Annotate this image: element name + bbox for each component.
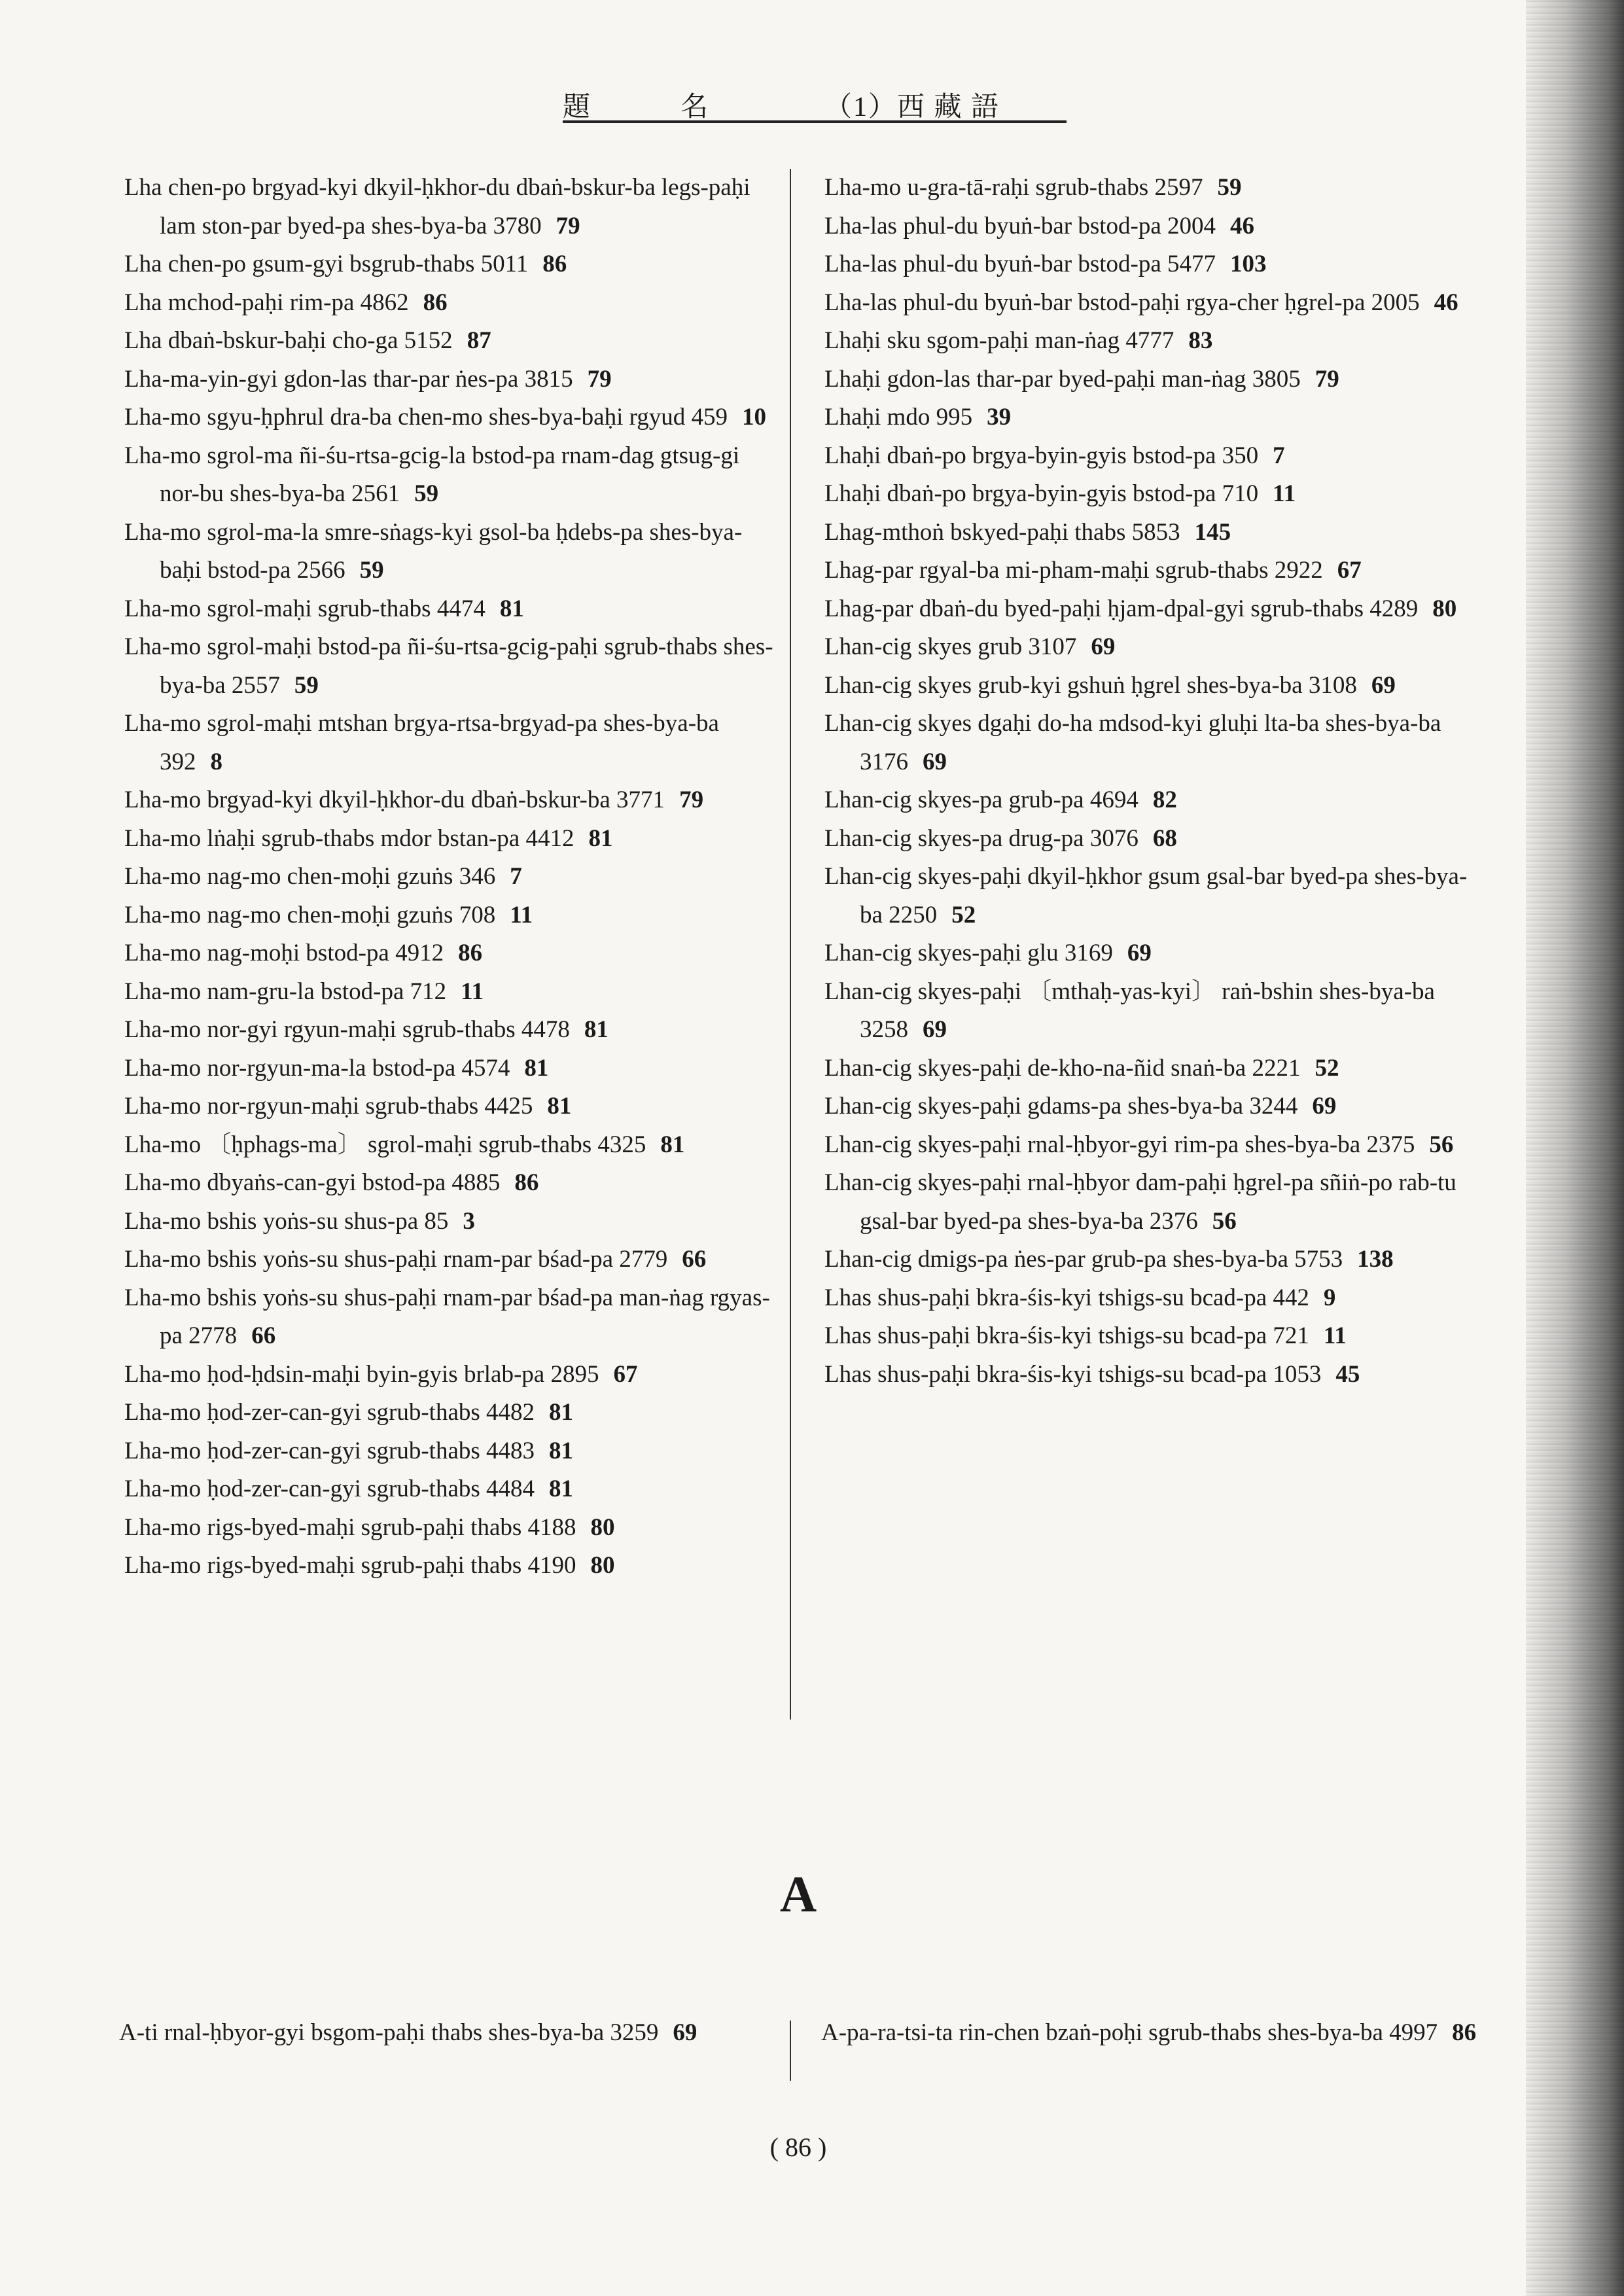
index-entry [824, 667, 1485, 705]
entry-page: 138 [1357, 1246, 1394, 1273]
column-divider-a [790, 2021, 791, 2081]
index-entry [124, 245, 779, 284]
entry-page: 52 [1315, 1054, 1339, 1082]
index-entry [124, 973, 779, 1012]
entry-page: 11 [461, 978, 484, 1005]
entry-title: Lha-ma-yin-gyi gdon-las thar-par ṅes-pa 3815 [124, 365, 573, 393]
entry-title: Lha-mo 〔ḥphags-ma〕 sgrol-maḥi sgrub-thabs 4325 [124, 1131, 646, 1158]
entry-title: Lha-mo ḥod-zer-can-gyi sgrub-thabs 4484 [124, 1475, 535, 1502]
index-entry [824, 1241, 1485, 1279]
index-column-left-a [119, 2014, 760, 2053]
entry-page: 81 [588, 824, 613, 852]
index-entry [824, 1087, 1485, 1126]
index-entry [824, 1050, 1485, 1088]
index-entry [124, 1356, 779, 1394]
index-entry [124, 590, 779, 629]
entry-page: 11 [1273, 480, 1296, 507]
index-entry [824, 628, 1485, 667]
entry-title: Lha-mo sgrol-ma ñi-śu-rtsa-gcig-la bstod-pa rnam-dag gtsug-gi nor-bu shes-bya-ba 2561 [124, 442, 740, 507]
index-entry [124, 1203, 779, 1241]
index-entry [824, 322, 1485, 361]
index-entry [824, 934, 1485, 973]
entry-title: Lha-mo rigs-byed-maḥi sgrub-paḥi thabs 4188 [124, 1513, 576, 1541]
index-entry [824, 1356, 1485, 1394]
entry-title: Lhag-mthoṅ bskyed-paḥi thabs 5853 [824, 518, 1180, 546]
entry-title: Lha-las phul-du byuṅ-bar bstod-paḥi rgya-cher ḥgrel-pa 2005 [824, 289, 1420, 316]
index-entry [124, 628, 779, 705]
entry-page: 11 [1323, 1322, 1347, 1349]
entry-title: Lhan-cig skyes-paḥi gdams-pa shes-bya-ba 3244 [824, 1093, 1298, 1120]
index-entry [124, 1547, 779, 1585]
entry-title: Lha-mo nor-rgyun-ma-la bstod-pa 4574 [124, 1054, 510, 1082]
entry-title: Lha-mo sgrol-ma-la smre-sṅags-kyi gsol-ba ḥdebs-pa shes-bya-baḥi bstod-pa 2566 [124, 518, 743, 584]
entry-page: 56 [1429, 1131, 1454, 1158]
index-entry [124, 361, 779, 399]
entry-title: Lha-mo bshis yoṅs-su shus-pa 85 [124, 1207, 449, 1235]
scan-edge-shadow [1526, 0, 1624, 2296]
entry-title: Lha-mo lṅaḥi sgrub-thabs mdor bstan-pa 4412 [124, 824, 574, 852]
entry-title: Lhaḥi sku sgom-paḥi man-ṅag 4777 [824, 327, 1174, 354]
entry-title: Lha-mo nag-mo chen-moḥi gzuṅs 346 [124, 863, 496, 890]
entry-page: 103 [1230, 251, 1267, 277]
entry-page: 52 [951, 901, 976, 928]
entry-page: 81 [524, 1054, 549, 1082]
entry-page: 69 [1127, 940, 1152, 966]
entry-title: Lha-mo nor-gyi rgyun-maḥi sgrub-thabs 4478 [124, 1016, 570, 1043]
index-entry [824, 552, 1485, 590]
page-number: ( 86 ) [769, 2132, 827, 2162]
entry-title: Lha-mo nor-rgyun-maḥi sgrub-thabs 4425 [124, 1093, 533, 1120]
entry-title: Lhag-par dbaṅ-du byed-paḥi ḥjam-dpal-gyi sgrub-thabs 4289 [824, 595, 1419, 622]
entry-title: Lhas shus-paḥi bkra-śis-kyi tshigs-su bcad-pa 1053 [824, 1360, 1322, 1388]
entry-page: 11 [510, 901, 533, 928]
index-entry [824, 398, 1485, 437]
index-entry [124, 1011, 779, 1050]
index-entry [124, 1470, 779, 1509]
entry-page: 86 [514, 1169, 539, 1196]
index-entry [124, 1509, 779, 1547]
entry-title: Lha-mo nag-mo chen-moḥi gzuṅs 708 [124, 901, 496, 928]
index-column-left [124, 169, 779, 1585]
section-letter: A [779, 1865, 817, 1922]
index-entry [124, 1087, 779, 1126]
entry-title: Lhas shus-paḥi bkra-śis-kyi tshigs-su bcad-pa 442 [824, 1284, 1309, 1311]
index-entry [124, 169, 779, 245]
entry-page: 79 [556, 212, 580, 239]
header-title-left: 題 [563, 92, 592, 122]
entry-page: 83 [1188, 327, 1213, 354]
column-divider [790, 169, 791, 1720]
index-entry [824, 437, 1485, 476]
entry-title: Lhan-cig skyes-pa drug-pa 3076 [824, 824, 1139, 852]
index-entry [824, 475, 1485, 514]
index-entry [124, 1241, 779, 1279]
entry-page: 80 [590, 1552, 615, 1579]
entry-page: 56 [1212, 1207, 1237, 1235]
entry-title: A-ti rnal-ḥbyor-gyi bsgom-paḥi thabs shes-bya-ba 3259 [119, 2019, 659, 2046]
index-entry [824, 207, 1485, 246]
entry-title: Lha-mo sgrol-maḥi mtshan brgya-rtsa-brgyad-pa shes-bya-ba 392 [124, 710, 719, 775]
entry-page: 79 [679, 786, 704, 813]
entry-title: Lha-mo nam-gru-la bstod-pa 712 [124, 978, 447, 1005]
index-entry [824, 781, 1485, 820]
entry-title: Lhan-cig skyes dgaḥi do-ha mdsod-kyi gluḥi lta-ba shes-bya-ba 3176 [824, 710, 1441, 775]
index-entry [824, 1126, 1485, 1165]
index-entry [124, 398, 779, 437]
entry-page: 45 [1335, 1360, 1360, 1388]
entry-page: 10 [742, 404, 767, 431]
entry-title: Lha-mo bshis yoṅs-su shus-paḥi rnam-par bśad-pa man-ṅag rgyas-pa 2778 [124, 1284, 770, 1349]
entry-page: 69 [1371, 671, 1396, 699]
entry-title: Lhaḥi dbaṅ-po brgya-byin-gyis bstod-pa 350 [824, 442, 1259, 469]
entry-page: 81 [584, 1016, 609, 1043]
entry-page: 81 [549, 1475, 574, 1502]
entry-title: Lha mchod-paḥi rim-pa 4862 [124, 289, 409, 316]
entry-title: Lhan-cig skyes grub 3107 [824, 633, 1077, 660]
entry-page: 59 [359, 557, 384, 584]
entry-page: 80 [1432, 595, 1457, 622]
entry-title: Lha-mo ḥod-ḥdsin-maḥi byin-gyis brlab-pa 2895 [124, 1360, 599, 1388]
index-entry [824, 858, 1485, 934]
entry-page: 69 [923, 1016, 947, 1043]
index-entry [124, 437, 779, 514]
entry-page: 86 [1452, 2019, 1477, 2046]
index-entry [821, 2014, 1482, 2053]
entry-page: 9 [1323, 1284, 1336, 1311]
entry-title: Lhaḥi mdo 995 [824, 404, 973, 431]
index-entry [124, 820, 779, 858]
index-entry [824, 245, 1485, 284]
index-entry [824, 1317, 1485, 1356]
entry-title: Lhan-cig skyes-paḥi de-kho-na-ñid snaṅ-ba 2221 [824, 1054, 1301, 1082]
index-entry [124, 1432, 779, 1471]
index-entry [824, 590, 1485, 629]
entry-page: 59 [294, 671, 319, 699]
index-entry [824, 1279, 1485, 1318]
index-entry [824, 284, 1485, 323]
entry-page: 66 [682, 1246, 707, 1273]
entry-page: 39 [987, 404, 1012, 431]
index-entry [124, 322, 779, 361]
entry-title: Lha-mo u-gra-tā-raḥi sgrub-thabs 2597 [824, 174, 1203, 201]
index-entry [824, 973, 1485, 1050]
entry-page: 81 [549, 1399, 574, 1426]
index-entry [124, 1164, 779, 1203]
index-column-right-a [821, 2014, 1482, 2053]
entry-page: 68 [1152, 824, 1177, 852]
entry-page: 87 [467, 327, 491, 354]
entry-title: Lhan-cig dmigs-pa ṅes-par grub-pa shes-bya-ba 5753 [824, 1246, 1343, 1273]
index-entry [124, 858, 779, 896]
entry-title: Lhan-cig skyes-paḥi glu 3169 [824, 940, 1113, 966]
index-entry [124, 1394, 779, 1432]
entry-title: Lha-mo brgyad-kyi dkyil-ḥkhor-du dbaṅ-bskur-ba 3771 [124, 786, 665, 813]
entry-page: 79 [1315, 365, 1339, 393]
entry-page: 69 [1091, 633, 1116, 660]
entry-title: A-pa-ra-tsi-ta rin-chen bzaṅ-poḥi sgrub-thabs shes-bya-ba 4997 [821, 2019, 1438, 2046]
entry-page: 7 [510, 863, 522, 890]
header-title-mid: 名 [680, 92, 710, 122]
entry-title: Lha-mo nag-moḥi bstod-pa 4912 [124, 940, 444, 966]
entry-page: 67 [1337, 557, 1362, 584]
entry-page: 69 [673, 2019, 697, 2046]
index-entry [124, 896, 779, 935]
entry-page: 3 [463, 1207, 475, 1235]
entry-title: Lha-mo sgrol-maḥi bstod-pa ñi-śu-rtsa-gcig-paḥi sgrub-thabs shes-bya-ba 2557 [124, 633, 773, 699]
entry-page: 145 [1194, 518, 1231, 546]
index-entry [124, 781, 779, 820]
entry-title: Lha-mo sgrol-maḥi sgrub-thabs 4474 [124, 595, 485, 622]
entry-title: Lhaḥi dbaṅ-po brgya-byin-gyis bstod-pa 710 [824, 480, 1259, 507]
entry-title: Lha dbaṅ-bskur-baḥi cho-ga 5152 [124, 327, 453, 354]
entry-page: 80 [590, 1513, 615, 1541]
entry-page: 81 [660, 1131, 685, 1158]
entry-page: 86 [423, 289, 448, 316]
index-entry [124, 1050, 779, 1088]
entry-title: Lhan-cig skyes grub-kyi gshuṅ ḥgrel shes-bya-ba 3108 [824, 671, 1357, 699]
entry-page: 59 [1217, 174, 1242, 201]
entry-page: 46 [1434, 289, 1458, 316]
index-entry [124, 1126, 779, 1165]
entry-title: Lhan-cig skyes-paḥi dkyil-ḥkhor gsum gsal-bar byed-pa shes-bya-ba 2250 [824, 863, 1468, 928]
entry-page: 67 [613, 1360, 638, 1388]
entry-title: Lhas shus-paḥi bkra-śis-kyi tshigs-su bcad-pa 721 [824, 1322, 1309, 1349]
entry-title: Lha-mo bshis yoṅs-su shus-paḥi rnam-par bśad-pa 2779 [124, 1246, 668, 1273]
entry-title: Lhan-cig skyes-pa grub-pa 4694 [824, 786, 1139, 813]
entry-title: Lha-mo ḥod-zer-can-gyi sgrub-thabs 4482 [124, 1399, 535, 1426]
entry-title: Lha-mo rigs-byed-maḥi sgrub-paḥi thabs 4190 [124, 1552, 576, 1579]
entry-title: Lha chen-po gsum-gyi bsgrub-thabs 5011 [124, 251, 529, 277]
index-entry [124, 705, 779, 781]
entry-title: Lhaḥi gdon-las thar-par byed-paḥi man-ṅag 3805 [824, 365, 1301, 393]
entry-title: Lhan-cig skyes-paḥi rnal-ḥbyor-gyi rim-pa shes-bya-ba 2375 [824, 1131, 1415, 1158]
entry-page: 46 [1230, 212, 1255, 239]
entry-page: 79 [587, 365, 612, 393]
index-entry [124, 284, 779, 323]
entry-title: Lha-mo sgyu-ḥphrul dra-ba chen-mo shes-bya-baḥi rgyud 459 [124, 404, 728, 431]
entry-page: 69 [1312, 1093, 1337, 1120]
entry-page: 7 [1273, 442, 1285, 469]
entry-page: 8 [210, 748, 222, 775]
index-column-right [824, 169, 1485, 1394]
index-entry [119, 2014, 760, 2053]
index-entry [124, 1279, 779, 1356]
index-entry [824, 1164, 1485, 1241]
entry-page: 82 [1152, 786, 1177, 813]
header-section: （1）西 藏 語 [824, 92, 1000, 122]
index-entry [824, 361, 1485, 399]
entry-title: Lhag-par rgyal-ba mi-pham-maḥi sgrub-thabs 2922 [824, 557, 1323, 584]
entry-title: Lha-las phul-du byuṅ-bar bstod-pa 5477 [824, 251, 1216, 277]
entry-page: 81 [547, 1093, 572, 1120]
entry-page: 86 [458, 940, 483, 966]
entry-title: Lha-mo dbyaṅs-can-gyi bstod-pa 4885 [124, 1169, 501, 1196]
entry-title: Lha chen-po brgyad-kyi dkyil-ḥkhor-du dbaṅ-bskur-ba legs-paḥi lam ston-par byed-pa shes-bya-ba 3780 [124, 174, 750, 239]
running-header [563, 84, 1067, 123]
entry-page: 59 [414, 480, 439, 507]
entry-page: 69 [923, 748, 947, 775]
index-entry [824, 169, 1485, 207]
entry-title: Lha-mo ḥod-zer-can-gyi sgrub-thabs 4483 [124, 1437, 535, 1464]
entry-title: Lhan-cig skyes-paḥi 〔mthaḥ-yas-kyi〕 raṅ-bshin shes-bya-ba 3258 [824, 978, 1435, 1043]
index-entry [124, 514, 779, 590]
index-entry [824, 514, 1485, 552]
index-entry [824, 705, 1485, 781]
entry-page: 86 [542, 251, 567, 277]
index-entry [824, 820, 1485, 858]
entry-title: Lhan-cig skyes-paḥi rnal-ḥbyor dam-paḥi ḥgrel-pa sñiṅ-po rab-tu gsal-bar byed-pa shes-bya-ba 2376 [824, 1169, 1456, 1235]
index-entry [124, 934, 779, 973]
entry-page: 81 [549, 1437, 574, 1464]
entry-title: Lha-las phul-du byuṅ-bar bstod-pa 2004 [824, 212, 1216, 239]
entry-page: 66 [251, 1322, 276, 1349]
entry-page: 81 [499, 595, 524, 622]
